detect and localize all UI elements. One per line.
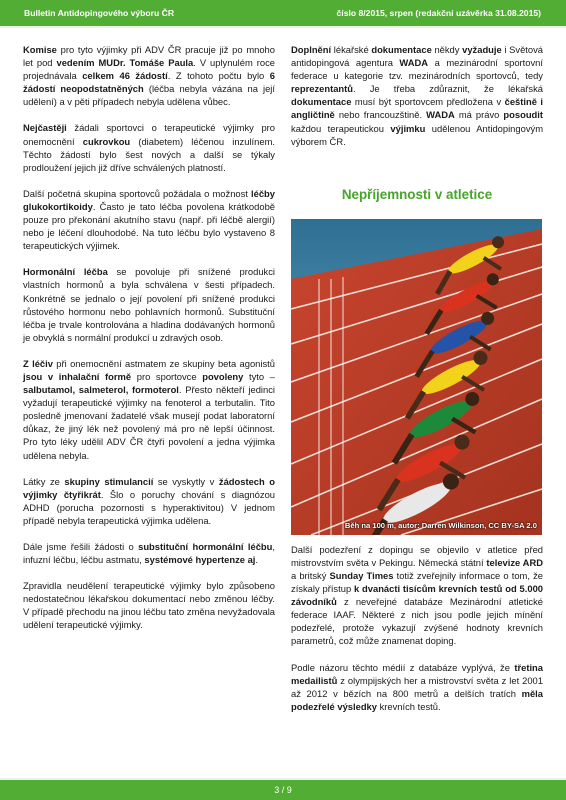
bold-text: celkem 46 žádostí [82,70,168,82]
photo-caption: Běh na 100 m, autor: Darren Wilkinson, CC BY-SA 2.0 [344,520,537,530]
bold-text: Sunday Times [329,569,394,581]
bold-text: salbutamol, salmeterol, formoterol [23,384,179,396]
issue-info: číslo 8/2015, srpen (redakční uzávěrka 31.08.2015) [336,8,541,18]
text-run: . Z tohoto počtu bylo [167,70,270,82]
left-column [23,43,275,632]
bold-text: vedením MUDr. Tomáše Paula [56,57,194,69]
text-run: a mezinárodní sportovní federace u kategorie tzv. mezinárodních sportovců, tedy [291,57,543,82]
text-run: a britský [291,569,330,581]
bold-text: Hormonální léčba [23,266,108,278]
bold-text: Doplnění [291,44,332,55]
paragraph [23,540,275,566]
text-run: nebo francouzštině. [334,109,427,121]
text-run: . V uplynulém roce projednávala [23,57,275,82]
bold-text: Komise [23,44,57,55]
bold-text: 6 žádostí neopodstatněných [23,70,275,95]
bold-text: televize ARD [486,556,543,568]
text-run: Další početná skupina sportovců požádala o možnost [23,187,252,199]
bold-text: žádostech o výjimky čtyřikrát [23,475,275,500]
bold-text: vyžaduje [462,44,502,55]
right-column-bottom [291,543,543,713]
bold-text: posoudit [503,109,543,121]
bold-text: WADA [426,109,455,121]
bold-text: WADA [399,57,429,69]
bold-text: reprezentantů [291,83,353,95]
text-run: udělenou Antidopingovým výborem ČR. [291,122,544,147]
paragraph [23,475,275,527]
bold-text: dokumentace [371,44,432,55]
paragraph [23,187,275,252]
bold-text: výjimku [390,122,426,134]
text-run: . Často je tato léčba povolena krátkodobě pouze pro překonání akutního stavu (např. při léčbě alergií) nebo je léčení dlouhodobé. Na tuto léčbu bylo vystaveno 8 terapeutických výjimek. [23,200,275,252]
text-run: se povoluje při snížené produkci vlastních hormonů a byla schválena v šesti případech. Konkrétně se jednalo o její povolení při snížené produkci růstového hormonu nebo pohlavních hormonů. Substituční léčba je trvale kontrolována a hladina dodávaných hormonů je obvyklá s normální produkcí u zdravých osob. [23,266,275,343]
text-run: tyto – [243,370,275,382]
right-column [291,43,543,713]
bulletin-header [0,0,566,28]
bold-text: třetina medailistů [291,661,543,686]
text-run: Látky ze [23,475,65,487]
text-run: , infuzní léčbu, léčbu astmatu, [23,541,275,566]
paragraph [291,661,543,713]
bold-text: k dvanácti tisícům krevních testů od 5.000 závodníků [291,583,543,608]
bold-text: povoleny [202,370,244,382]
text-run: z neveřejné databáze Mezinárodní atletické federace IAAF. Některé z nich jsou podle jejich mínění podezřelé, protože vykazují zvýšené hodnoty krevních parametrů, což může znamenat doping. [291,596,543,647]
text-run: Zpravidla neudělení terapeutické výjimky bylo způsobeno nedostatečnou lékařskou dokumentací nebo změnou léčby. V případě přechodu na jinou léčbu tato změna nevyžadovala udělení terapeutické výjimky. [23,580,275,631]
text-run: i Světová antidopingová agentura [291,44,544,69]
paragraph [23,357,275,462]
text-run: . Přesto někteří jedinci vyžadují terapeutické výjimky na fenoterol a terbutalin. Tito posledně jmenovaní žadatelé však musejí podat laboratorní důkaz, že jiný lék než povolený má pro ně lepší účinnost. Pro tyto léky udělil ADV ČR čtyři povolení a jedna výjimka udělena nebyla. [23,384,275,461]
text-run: . Je třeba zdůraznit, že lékařská [353,83,543,95]
paragraph [23,265,275,344]
text-run: žádali sportovci o terapeutické výjimky pro onemocnění [23,122,275,147]
text-run: musí být sportovcem předložena v [351,96,505,108]
text-run: při onemocnění astmatem ze skupiny beta agonistů [52,357,275,369]
text-run: někdy [431,44,463,55]
bold-text: Nejčastěji [23,122,67,134]
bold-text: substituční hormonální léčbu [138,541,273,552]
text-run: pro sportovce [131,370,203,382]
right-column-top [291,43,543,148]
sprint-photo-illustration [291,219,542,535]
text-run: z olympijských her a mistrovství světa z let 2001 až 2012 v bězích na 800 metrů a delších tratích [291,674,543,699]
bold-text: systémové hypertenze aj [144,554,256,566]
section-title: Nepříjemnosti v atletice [341,186,493,202]
text-run: Další podezření z dopingu se objevilo v atletice před mistrovstvím světa v Pekingu. Německá státní [291,543,543,568]
paragraph [291,543,543,648]
text-run: . [255,554,259,566]
bold-text: Z léčiv [23,357,53,369]
text-run: (léčba nebyla vázána na její udělení) a v pěti případech nebyla udělena vůbec. [23,83,275,108]
bold-text: jsou v inhalační formě [23,370,132,382]
sprint-photo [291,219,542,535]
text-run: každou terapeutickou [291,122,391,134]
text-run: se vyskytly v [153,475,219,487]
bold-text: skupiny stimulancií [64,475,154,487]
text-run: Dále jsme řešili žádosti o [23,541,139,552]
text-run: totiž zveřejnily informace o tom, že získaly přístup [291,569,543,595]
bold-text: měla podezřelé výsledky [291,687,543,712]
paragraph [23,579,275,631]
bold-text: dokumentace [291,96,352,108]
text-run: Podle názoru těchto médií z databáze vyplývá, že [291,661,515,673]
paragraph [23,43,275,108]
text-run: (diabetem) léčenou inzulínem. Těchto žádostí bylo šest nových a další se týkaly prodloužení jejich již dříve schválených platností. [23,135,275,173]
paragraph [291,43,543,148]
text-run: krevních testů. [376,700,441,712]
bold-text: češtině i angličtině [291,96,543,121]
bold-text: cukrovkou [82,135,131,147]
bold-text: léčby glukokortikoidy [23,187,275,212]
page-footer [0,778,566,800]
paragraph [23,121,275,173]
text-run: pro tyto výjimky při ADV ČR pracuje již po mnoho let pod [23,44,275,69]
bulletin-title: Bulletin Antidopingového výboru ČR [24,8,175,18]
text-run: má právo [454,109,504,121]
text-run: lékařské [331,44,372,55]
text-run: . Šlo o poruchy chování s diagnózou ADHD (porucha pozornosti s hyperaktivitou) V jednom případě nebyla terapeutická výjimka udělena. [23,488,275,526]
page-number: 3 / 9 [274,785,292,795]
